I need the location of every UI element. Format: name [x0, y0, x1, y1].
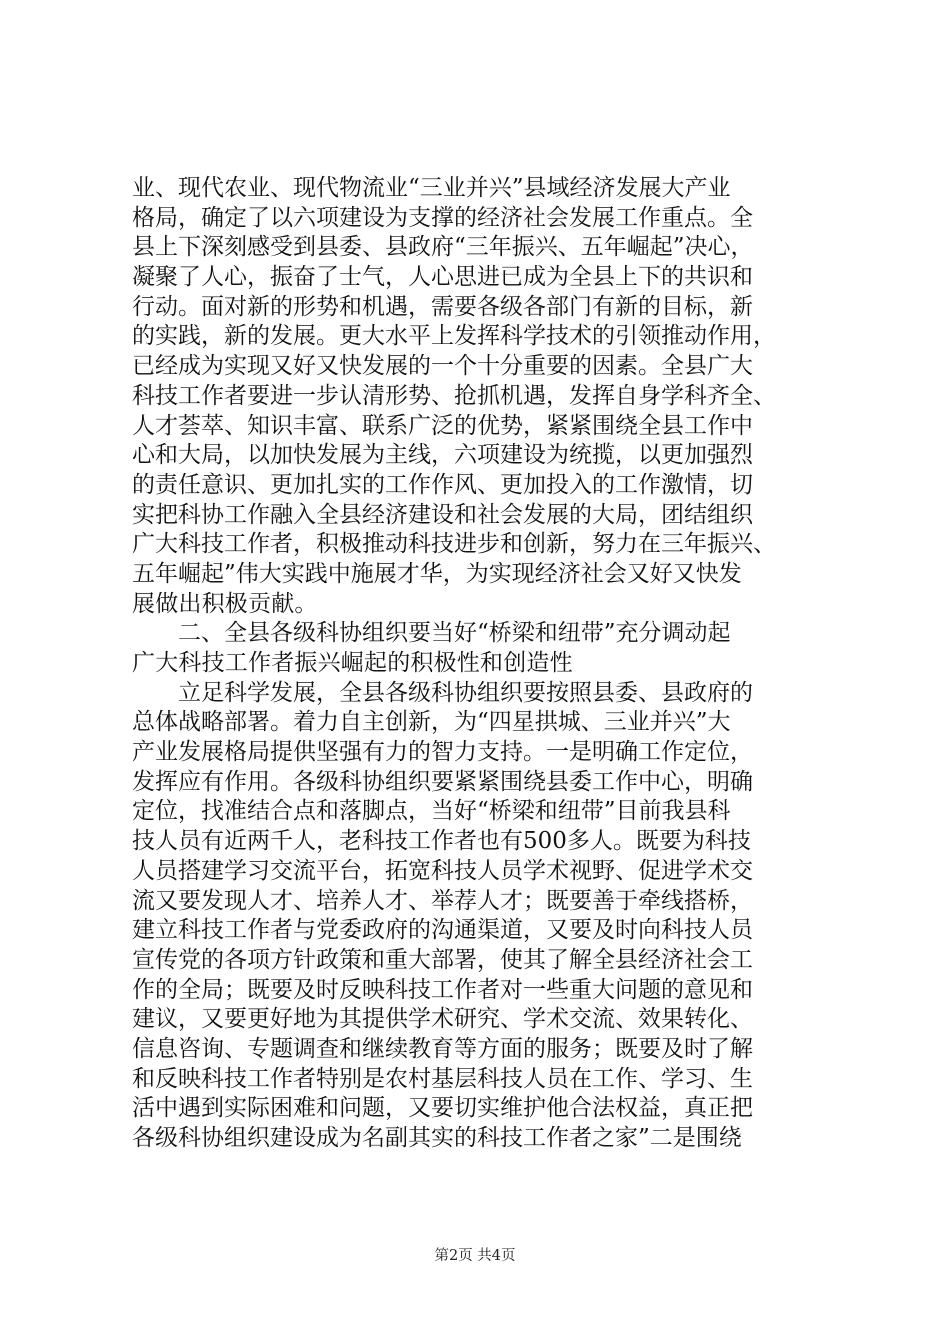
text-line: 流又要发现人才、培养人才、举荐人才；既要善于牵线搭桥，	[132, 887, 753, 914]
text-line: 的责任意识、更加扎实的工作作风、更加投入的工作激情，切	[132, 471, 753, 498]
text-line: 人才荟萃、知识丰富、联系广泛的优势，紧紧围绕全县工作中	[132, 412, 753, 439]
text-line: 科技工作者要进一步认清形势、抢抓机遇，发挥自身学科齐全、	[132, 382, 776, 409]
text-line: 县上下深刻感受到县委、县政府“三年振兴、五年崛起”决心，	[132, 234, 754, 261]
text-line: 已经成为实现又好又快发展的一个十分重要的因素。全县广大	[132, 353, 753, 380]
text-line: 技人员有近两千人，老科技工作者也有500多人。既要为科技	[132, 828, 751, 855]
text-line: 格局，确定了以六项建设为支撑的经济社会发展工作重点。全	[132, 204, 753, 231]
text-line: 作的全局；既要及时反映科技工作者对一些重大问题的意见和	[132, 976, 753, 1003]
text-line: 凝聚了人心，振奋了士气，人心思进已成为全县上下的共识和	[132, 264, 753, 291]
text-line: 立足科学发展，全县各级科协组织要按照县委、县政府的	[132, 679, 753, 706]
text-line: 业、现代农业、现代物流业“三业并兴”县域经济发展大产业	[132, 175, 731, 201]
text-line: 发挥应有作用。各级科协组织要紧紧围绕县委工作中心，明确	[132, 768, 753, 795]
text-line: 活中遇到实际困难和问题，又要切实维护他合法权益，真正把	[132, 1095, 753, 1122]
text-line: 总体战略部署。着力自主创新，为“四星拱城、三业并兴”大	[132, 709, 731, 736]
text-line: 建立科技工作者与党委政府的沟通渠道，又要及时向科技人员	[132, 917, 753, 944]
text-line: 定位，找准结合点和落脚点，当好“桥梁和纽带”目前我县科	[132, 798, 731, 825]
text-line: 产业发展格局提供坚强有力的智力支持。一是明确工作定位，	[132, 739, 753, 766]
text-line: 建议，又要更好地为其提供学术研究、学术交流、效果转化、	[132, 1006, 753, 1033]
text-line: 五年崛起”伟大实践中施展才华，为实现经济社会又好又快发	[132, 560, 742, 587]
document-body	[132, 174, 832, 1154]
text-line: 实把科协工作融入全县经济建设和社会发展的大局，团结组织	[132, 501, 753, 528]
text-line: 宣传党的各项方针政策和重大部署，使其了解全县经济社会工	[132, 946, 753, 973]
text-line: 各级科协组织建设成为名副其实的科技工作者之家”二是围绕	[132, 1125, 742, 1151]
page-number-footer: 第2页 共4页	[434, 1248, 516, 1264]
text-line: 信息咨询、专题调查和继续教育等方面的服务；既要及时了解	[132, 1035, 753, 1062]
text-line: 行动。面对新的形势和机遇，需要各级各部门有新的目标，新	[132, 293, 753, 320]
text-line: 和反映科技工作者特别是农村基层科技人员在工作、学习、生	[132, 1065, 753, 1092]
text-line: 展做出积极贡献。	[132, 590, 318, 617]
text-line: 二、全县各级科协组织要当好“桥梁和纽带”充分调动起	[132, 620, 731, 647]
text-line: 心和大局，以加快发展为主线，六项建设为统揽，以更加强烈	[132, 442, 753, 469]
text-line: 广大科技工作者，积极推动科技进步和创新，努力在三年振兴、	[132, 531, 776, 558]
text-line: 的实践，新的发展。更大水平上发挥科学技术的引领推动作用，	[132, 323, 776, 350]
text-line: 人员搭建学习交流平台，拓宽科技人员学术视野、促进学术交	[132, 857, 753, 884]
text-line: 广大科技工作者振兴崛起的积极性和创造性	[132, 650, 573, 676]
